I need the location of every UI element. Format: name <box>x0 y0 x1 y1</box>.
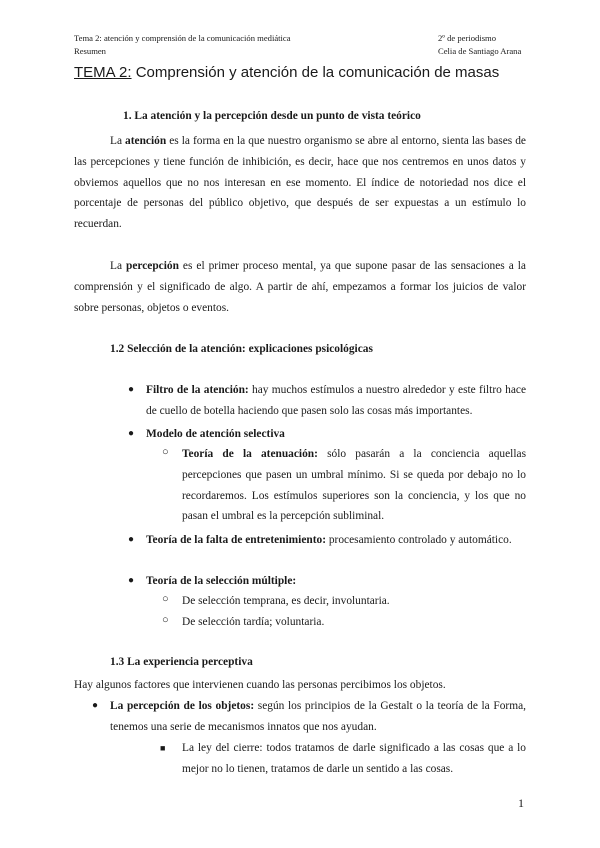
sub-bullet-circle-icon: ○ <box>162 446 169 458</box>
list-item-seleccion-temprana: De selección temprana, es decir, involuntaria. <box>182 595 390 607</box>
list-item-seleccion-tardia: De selección tardía; voluntaria. <box>182 616 325 628</box>
header-course-topic: Tema 2: atención y comprensión de la comunicación mediática <box>74 33 291 43</box>
list-item-entretenimiento: Teoría de la falta de entretenimiento: procesamiento controlado y automático. <box>146 534 512 546</box>
section1-heading: 1. La atención y la percepción desde un punto de vista teórico <box>123 110 421 122</box>
header-course-year: 2º de periodismo <box>438 33 497 43</box>
page-header <box>74 32 526 58</box>
bullet-dot-icon: ● <box>128 428 135 439</box>
page-number: 1 <box>518 796 524 810</box>
list-item-filtro: Filtro de la atención: hay muchos estímulos a nuestro alrededor y este filtro hace de cuello de botella haciendo que pasen solo las cosas más importantes. <box>146 384 526 417</box>
list-item-ley-cierre: La ley del cierre: todos tratamos de darle significado a las cosas que a lo mejor no lo tienen, tratamos de darle un sentido a las cosas. <box>182 742 526 775</box>
bullet-dot-icon: ● <box>128 575 135 586</box>
header-author: Celia de Santiago Arana <box>438 46 522 56</box>
term-atencion: atención <box>125 135 167 147</box>
section1-paragraph-attention: La atención es la forma en la que nuestro organismo se abre al entorno, sienta las bases de las percepciones y tiene función de inhibición, es decir, hace que nos centremos en unos datos y obviemos aquellos que no nos interesan en ese momento. El índice de notoriedad nos dice el porcentaje de personas del público objetivo, que después de ser expuestas a un estímulo lo recuerdan. <box>74 135 526 231</box>
list-item-atenuacion: Teoría de la atenuación: sólo pasarán a la conciencia aquellas percepciones que pasen un umbral mínimo. Si se queda por debajo no lo recordaremos. Los estímulos superiores son la conciencia, y los que no pasan el umbral es la percepción subliminal. <box>182 448 527 523</box>
list-item-percepcion-objetos: La percepción de los objetos: según los principios de la Gestalt o la teoría de la Forma, tenemos una serie de mecanismos innatos que nos ayudan. <box>110 700 526 733</box>
header-doc-type: Resumen <box>74 46 106 56</box>
bullet-dot-icon: ● <box>128 534 135 545</box>
page-title <box>74 64 499 81</box>
list-item-modelo: Modelo de atención selectiva <box>146 428 285 440</box>
title-text: Comprensión y atención de la comunicación de masas <box>131 64 500 81</box>
section2-heading: 1.2 Selección de la atención: explicaciones psicológicas <box>110 343 373 355</box>
term-percepcion: percepción <box>126 260 179 272</box>
bullet-dot-icon: ● <box>128 384 135 395</box>
sub-bullet-circle-icon: ○ <box>162 614 169 626</box>
sub-bullet-circle-icon: ○ <box>162 593 169 605</box>
section1-paragraph-perception: La percepción es el primer proceso mental, ya que supone pasar de las sensaciones a la comprensión y el significado de algo. A partir de ahí, empezamos a formar los juicios de valor sobre personas, objetos o eventos. <box>74 260 526 314</box>
section3-intro: Hay algunos factores que intervienen cuando las personas percibimos los objetos. <box>74 679 446 691</box>
section3-heading: 1.3 La experiencia perceptiva <box>110 656 253 668</box>
list-item-seleccion-multiple: Teoría de la selección múltiple: <box>146 575 297 587</box>
title-label: TEMA 2: <box>74 64 132 81</box>
sub-bullet-square-icon: ■ <box>160 743 166 753</box>
bullet-dot-icon: ● <box>92 700 99 711</box>
